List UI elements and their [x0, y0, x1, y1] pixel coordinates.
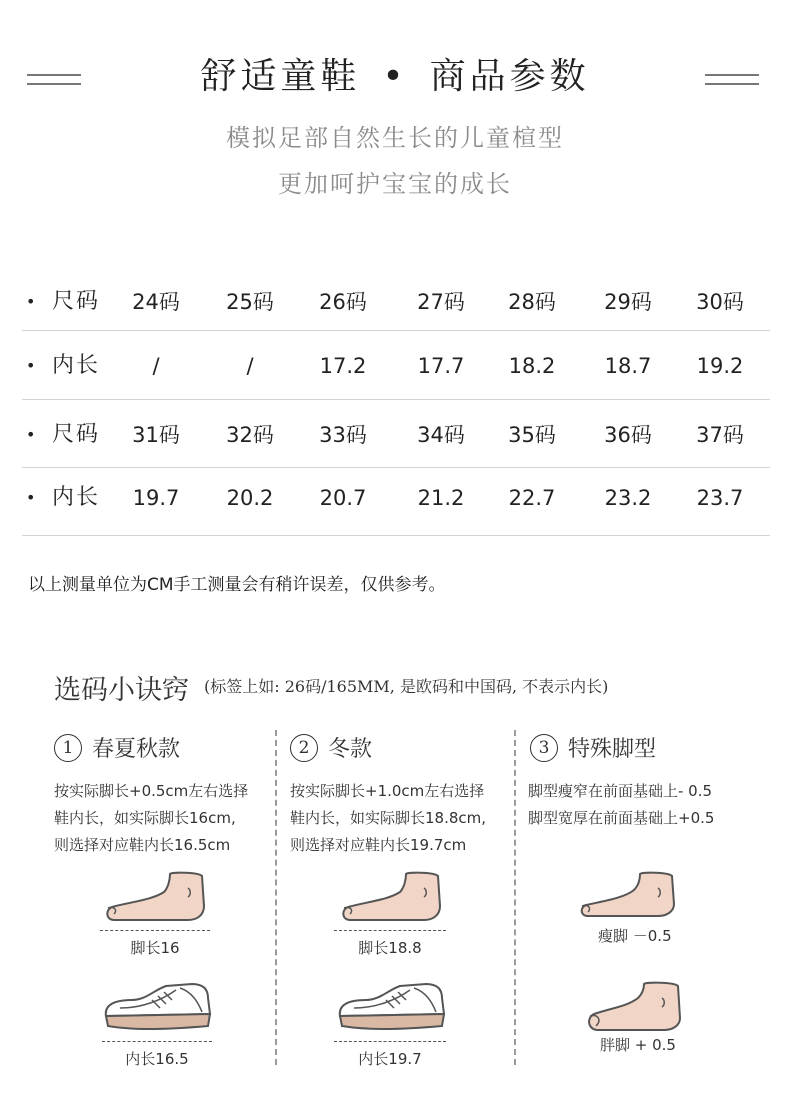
- table-cell: 35码: [508, 423, 556, 447]
- table-divider: [22, 399, 770, 400]
- table-cell: 17.7: [417, 354, 465, 378]
- foot-illustration-2: [336, 870, 448, 924]
- subtitle-line-2: 更加呵护宝宝的成长: [278, 170, 512, 198]
- row-label: 内长: [52, 485, 101, 510]
- page-title: [0, 48, 790, 99]
- shoe-length-dimension-1: [102, 1041, 212, 1042]
- row-label: 内长: [52, 353, 101, 378]
- tip-heading-text: 特殊脚型: [568, 737, 657, 762]
- desc-line: 脚型宽厚在前面基础上+0.5: [528, 809, 715, 827]
- tip-column-3-description: [528, 778, 714, 832]
- table-divider: [22, 535, 770, 536]
- desc-line: 则选择对应鞋内长16.5cm: [54, 836, 231, 854]
- table-divider: [22, 467, 770, 468]
- tips-title: 选码小诀窍: [54, 675, 189, 706]
- size-table-row: [22, 268, 770, 336]
- tip-heading-text: 春夏秋款: [92, 737, 181, 762]
- row-bullet: •: [26, 292, 36, 311]
- table-cell: 26码: [319, 290, 367, 314]
- wide-foot-illustration: [582, 980, 688, 1034]
- foot-caption-2: 脚长18.8: [358, 939, 422, 957]
- size-table-row: [22, 332, 770, 400]
- row-label: 尺码: [52, 289, 101, 314]
- column-divider-2: [514, 730, 516, 1065]
- table-cell: 18.2: [508, 354, 556, 378]
- table-cell: 29码: [604, 290, 652, 314]
- size-table-row: [22, 401, 770, 469]
- shoe-illustration-2: [336, 978, 448, 1034]
- thin-foot-illustration: [576, 870, 682, 920]
- measurement-note: 以上测量单位为CM手工测量会有稍许误差，仅供参考。: [28, 575, 446, 595]
- foot-length-dimension-1: [100, 930, 210, 931]
- table-cell: 19.2: [696, 354, 744, 378]
- table-cell: 24码: [132, 290, 180, 314]
- tip-column-3-heading: [530, 732, 656, 763]
- tip-heading-text: 冬款: [328, 737, 373, 762]
- table-cell: 34码: [417, 423, 465, 447]
- tip-column-1-description: [54, 778, 248, 859]
- table-cell: 17.2: [319, 354, 367, 378]
- row-bullet: •: [26, 425, 36, 444]
- desc-line: 按实际脚长+1.0cm左右选择: [290, 782, 485, 800]
- row-bullet: •: [26, 356, 36, 375]
- shoe-illustration-1: [102, 978, 214, 1034]
- foot-illustration-1: [100, 870, 212, 924]
- table-cell: 23.7: [696, 486, 744, 510]
- column-divider-1: [275, 730, 277, 1065]
- foot-caption-1: 脚长16: [130, 939, 180, 957]
- subtitle-line-1: 模拟足部自然生长的儿童楦型: [226, 124, 564, 152]
- table-cell: 32码: [226, 423, 274, 447]
- title-left: 舒适童鞋: [200, 56, 361, 97]
- number-badge: 2: [290, 734, 318, 762]
- table-cell: /: [246, 354, 254, 378]
- tip-column-1-heading: [54, 732, 180, 763]
- tip-column-2-description: [290, 778, 486, 859]
- table-cell: 28码: [508, 290, 556, 314]
- title-right: 商品参数: [429, 56, 590, 97]
- table-cell: 31码: [132, 423, 180, 447]
- size-table-row: [22, 464, 770, 532]
- table-cell: 30码: [696, 290, 744, 314]
- number-badge: 1: [54, 734, 82, 762]
- wide-foot-caption: 胖脚 + 0.5: [600, 1036, 676, 1054]
- table-cell: /: [152, 354, 160, 378]
- tips-subtitle: (标签上如: 26码/165MM, 是欧码和中国码, 不表示内长): [204, 677, 609, 696]
- table-divider: [22, 330, 770, 331]
- table-cell: 20.2: [226, 486, 274, 510]
- table-cell: 36码: [604, 423, 652, 447]
- table-cell: 23.2: [604, 486, 652, 510]
- number-badge: 3: [530, 734, 558, 762]
- table-cell: 33码: [319, 423, 367, 447]
- desc-line: 则选择对应鞋内长19.7cm: [290, 836, 467, 854]
- table-cell: 27码: [417, 290, 465, 314]
- desc-line: 鞋内长，如实际脚长18.8cm,: [290, 809, 487, 827]
- table-cell: 18.7: [604, 354, 652, 378]
- shoe-length-dimension-2: [334, 1041, 446, 1042]
- row-label: 尺码: [52, 422, 101, 447]
- title-dot: •: [382, 56, 408, 97]
- thin-foot-caption: 瘦脚 －0.5: [598, 927, 672, 945]
- desc-line: 鞋内长，如实际脚长16cm,: [54, 809, 236, 827]
- shoe-caption-2: 内长19.7: [358, 1050, 422, 1068]
- desc-line: 按实际脚长+0.5cm左右选择: [54, 782, 249, 800]
- table-cell: 22.7: [508, 486, 556, 510]
- table-cell: 37码: [696, 423, 744, 447]
- tip-column-2-heading: [290, 732, 372, 763]
- table-cell: 21.2: [417, 486, 465, 510]
- row-bullet: •: [26, 488, 36, 507]
- table-cell: 19.7: [132, 486, 180, 510]
- desc-line: 脚型瘦窄在前面基础上- 0.5: [528, 782, 713, 800]
- shoe-caption-1: 内长16.5: [125, 1050, 189, 1068]
- table-cell: 25码: [226, 290, 274, 314]
- table-cell: 20.7: [319, 486, 367, 510]
- foot-length-dimension-2: [334, 930, 446, 931]
